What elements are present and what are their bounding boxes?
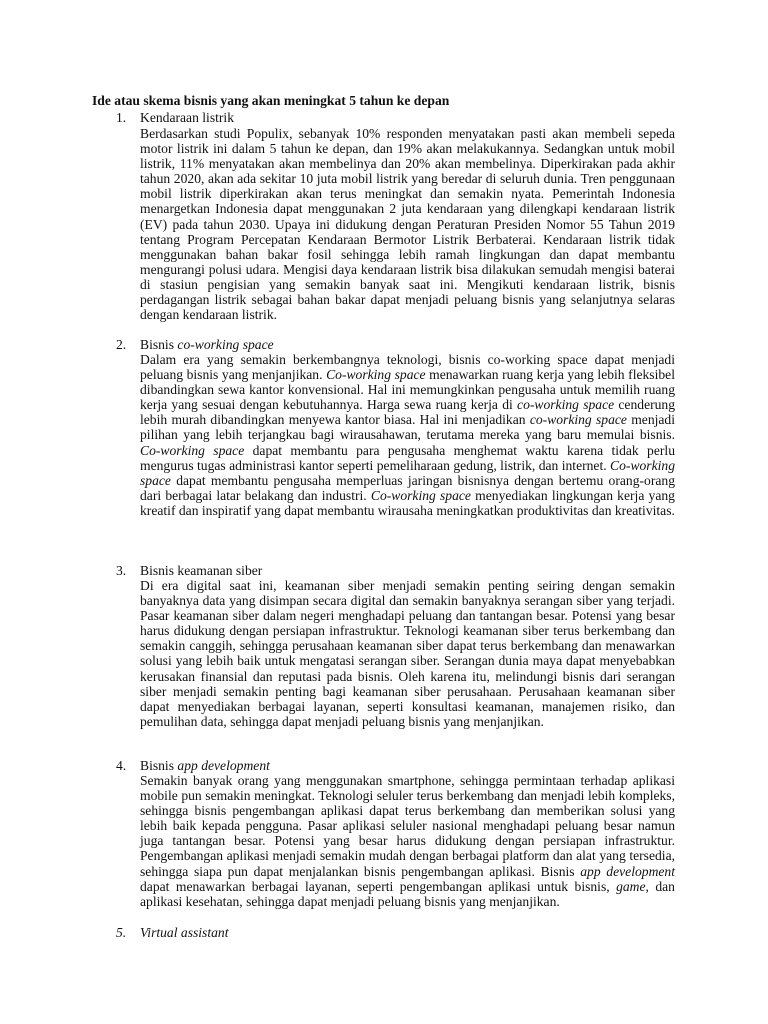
list-number-2: 2. [116,337,127,352]
italic-segment: co-working space [529,412,627,428]
paragraph-app-development [140,773,675,909]
italic-segment: co-working space [517,397,615,413]
list-heading-4 [140,758,270,773]
paragraph-co-working [140,352,675,518]
italic-segment: game [616,878,646,894]
text-segment: dapat membantu para pengusaha menghemat waktu karena tidak perlu mengurus tugas administrasi kantor seperti pemeliharaan gedung, listrik, dan internet. [140,442,675,473]
text-segment: Semakin banyak orang yang menggunakan smartphone, sehingga permintaan terhadap aplikasi mobile pun semakin meningkat. Teknologi seluler terus berkembang dan menjadi lebih kompleks, sehingga bisnis pengembangan aplikasi dapat terus berkembang dan memberikan solusi yang lebih baik kepada pengguna. Pasar aplikasi seluler nasional menghadapi peluang besar namun juga tantangan besar. Potensi yang besar harus didukung dengan persiapan infrastruktur. Pengembangan aplikasi menjadi semakin mudah dengan berbagai platform dan alat yang tersedia, sehingga siapa pun dapat menjalankan bisnis pengembangan aplikasi. Bisnis [140,773,675,879]
italic-segment: Co-working space [370,487,471,503]
italic-segment: Co-working space [140,457,675,488]
list-number-5: 5. [116,925,127,940]
heading-plain-text: Bisnis [140,337,178,352]
italic-segment: Co-working space [326,367,426,383]
text-segment: menjadi pilihan yang lebih terjangkau bagi wirausahawan, terutama mereka yang baru memulai bisnis. [140,412,676,443]
list-number-3: 3. [116,563,127,578]
text-segment: Dalam era yang semakin berkembangnya teknologi, bisnis co-working space dapat menjadi peluang bisnis yang menjanjikan. [140,352,675,383]
text-segment: menyediakan lingkungan kerja yang kreatif dan inspiratif yang dapat membantu wirausaha meningkatkan produktivitas dan kreativitas. [140,487,675,518]
text-segment: dapat menawarkan berbagai layanan, seperti pengembangan aplikasi untuk bisnis, [140,878,617,894]
heading-plain-text: Bisnis [140,758,178,773]
list-body-1 [140,126,675,322]
list-heading-5 [140,925,229,940]
text-segment: dapat membantu pengusaha memperluas jaringan bisnisnya dengan bertemu orang-orang dari berbagai latar belakang dan industri. [140,472,675,503]
italic-segment: Co-working space [140,442,245,458]
list-body-4 [140,773,675,909]
document-title: Ide atau skema bisnis yang akan meningkat 5 tahun ke depan [92,93,450,108]
heading-italic-text: co-working space [177,337,274,352]
list-heading-3: Bisnis keamanan siber [140,563,263,578]
heading-italic-text: app development [177,758,270,773]
heading-italic-text: Virtual assistant [140,925,229,940]
list-body-2 [140,352,675,518]
text-segment: cenderung lebih murah dibandingkan menyewa kantor biasa. Hal ini menjadikan [140,397,676,428]
italic-segment: app development [580,863,676,879]
list-number-1: 1. [116,110,127,125]
list-number-4: 4. [116,758,127,773]
list-heading-1: Kendaraan listrik [140,110,234,125]
text-segment: , dan aplikasi kesehatan, sehingga dapat menjadi peluang bisnis yang menjanjikan. [140,878,675,909]
list-body-3 [140,578,675,729]
paragraph-keamanan-siber: Di era digital saat ini, keamanan siber menjadi semakin penting seiring dengan semakin banyaknya data yang disimpan secara digital dan semakin banyaknya serangan siber yang terjadi. Pasar keamanan siber dalam negeri menghadapi peluang dan tantangan besar. Potensi yang besar harus didukung dengan persiapan infrastruktur. Teknologi keamanan siber terus berkembang dan semakin canggih, sehingga perusahaan keamanan siber dapat terus berkembang dan menawarkan solusi yang lebih baik untuk mengatasi serangan siber. Serangan dunia maya dapat menyebabkan kerusakan finansial dan reputasi pada bisnis. Oleh karena itu, melindungi bisnis dari serangan siber menjadi semakin penting bagi keamanan siber perusahaan. Perusahaan keamanan siber dapat menyediakan berbagai layanan, seperti konsultasi keamanan, manajemen risiko, dan pemulihan data, sehingga dapat menjadi peluang bisnis yang menjanjikan. [140,578,675,729]
paragraph-kendaraan-listrik: Berdasarkan studi Populix, sebanyak 10% responden menyatakan pasti akan membeli sepeda motor listrik ini dalam 5 tahun ke depan, dan 19% akan melakukannya. Sedangkan untuk mobil listrik, 11% menyatakan akan membelinya dan 20% akan membelinya. Diperkirakan pada akhir tahun 2020, akan ada sekitar 10 juta mobil listrik yang beredar di seluruh dunia. Tren penggunaan mobil listrik diperkirakan akan terus meningkat dan semakin nyata. Pemerintah Indonesia menargetkan Indonesia dapat menggunakan 2 juta kendaraan yang dilengkapi kendaraan listrik (EV) pada tahun 2030. Upaya ini didukung dengan Peraturan Presiden Nomor 55 Tahun 2019 tentang Program Percepatan Kendaraan Bermotor Listrik Berbaterai. Kendaraan listrik tidak menggunakan bahan bakar fosil sehingga lebih ramah lingkungan dan dapat membantu mengurangi polusi udara. Mengisi daya kendaraan listrik bisa dilakukan semudah mengisi baterai di stasiun pengisian yang semakin banyak saat ini. Mengikuti kendaraan listrik, bisnis perdagangan listrik sebagai bahan bakar dapat menjadi peluang bisnis yang selanjutnya selaras dengan kendaraan listrik. [140,126,675,323]
list-heading-2 [140,337,274,352]
text-segment: menawarkan ruang kerja yang lebih fleksibel dibandingkan sewa kantor konvensional. Hal ini memungkinkan pengusaha untuk memilih ruang kerja yang sesuai dengan kebutuhannya. Harga sewa ruang kerja di [140,367,675,413]
